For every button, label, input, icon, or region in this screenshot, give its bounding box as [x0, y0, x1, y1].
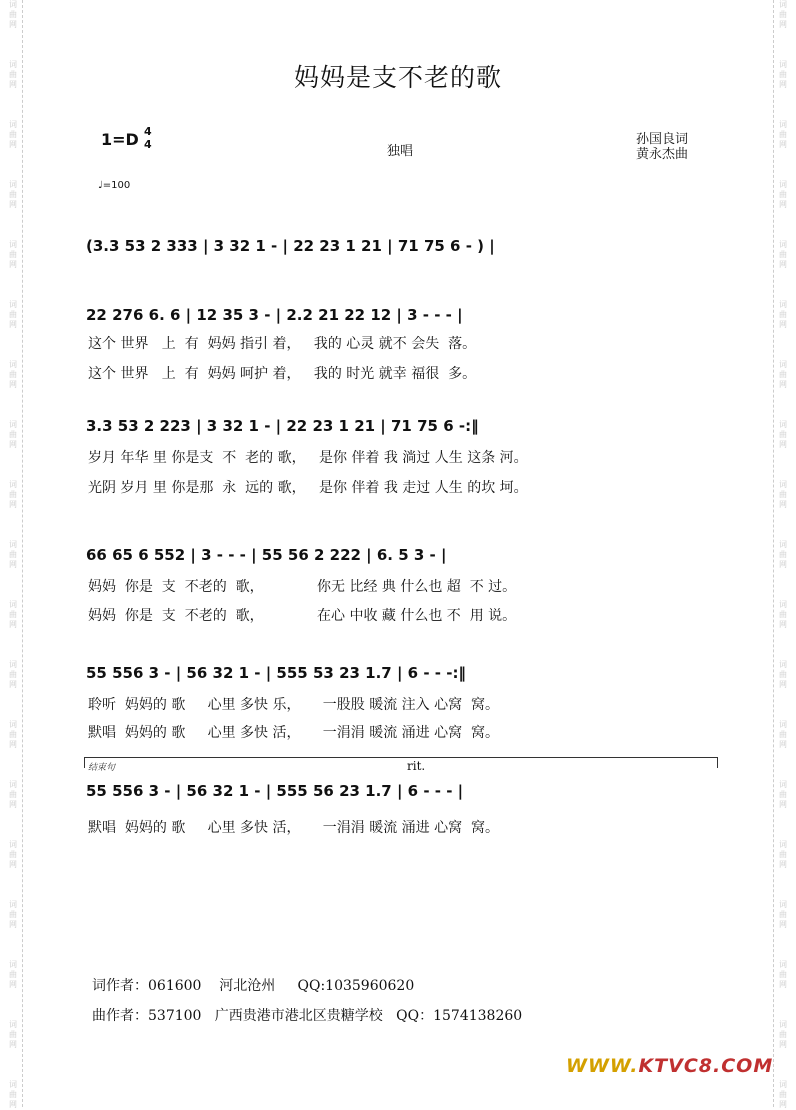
lyricist: 孙国良词 — [636, 132, 689, 147]
watermark-text: 词 曲 网 — [9, 420, 17, 449]
watermark-text: 词 曲 网 — [779, 0, 787, 29]
credits — [636, 132, 688, 162]
watermark-text: 词 曲 网 — [9, 180, 17, 209]
left-margin-strip — [4, 0, 23, 1107]
key-signature: 1=D — [101, 130, 139, 149]
lyric-line-7: 聆听 妈妈的 歌 心里 多快 乐， 一股股 暖流 注入 心窝 窝。 — [88, 697, 500, 713]
time-sig-top: 4 — [144, 125, 152, 138]
watermark-text: 词 曲 网 — [9, 540, 17, 569]
watermark-text: 词 曲 网 — [779, 120, 787, 149]
lyric-line-9: 默唱 妈妈的 歌 心里 多快 活， 一涓涓 暖流 涌进 心窝 窝。 — [88, 820, 500, 836]
watermark-text: 词 曲 网 — [779, 720, 787, 749]
ritardando-mark: rit. — [407, 759, 426, 773]
lyric-line-5: 妈妈 你是 支 不老的 歌， 你无 比经 典 什么也 超 不 过。 — [88, 579, 517, 595]
watermark-text: 词 曲 网 — [779, 840, 787, 869]
logo-prefix: WWW. — [566, 1055, 639, 1077]
composer: 黄永杰曲 — [636, 147, 689, 162]
score-row-4 — [84, 542, 724, 570]
notes-row-5: 55 556 3 - | 56 32 1 - | 555 53 23 1.7 | 6 - - -:‖ — [86, 664, 466, 682]
watermark-text: 词 曲 网 — [9, 900, 17, 929]
watermark-text: 词 曲 网 — [9, 60, 17, 89]
notes-row-3: 3.3 53 2 223 | 3 32 1 - | 22 23 1 21 | 71 75 6 -:‖ — [86, 417, 479, 435]
notes-row-2: 22 276 6. 6 | 12 35 3 - | 2.2 21 22 12 | 3 - - - | — [86, 306, 463, 324]
performance-type: 独唱 — [387, 144, 414, 159]
watermark-text: 词 曲 网 — [9, 120, 17, 149]
time-signature — [144, 125, 152, 151]
watermark-text: 词 曲 网 — [9, 0, 17, 29]
lyric-line-6: 妈妈 你是 支 不老的 歌， 在心 中收 藏 什么也 不 用 说。 — [88, 608, 517, 624]
watermark-text: 词 曲 网 — [779, 480, 787, 509]
watermark-text: 词 曲 网 — [9, 1020, 17, 1049]
score-row-1 — [84, 233, 724, 261]
notes-row-6: 55 556 3 - | 56 32 1 - | 555 56 23 1.7 | 6 - - - | — [86, 782, 464, 800]
watermark-text: 词 曲 网 — [779, 660, 787, 689]
composer-info: 曲作者：537100 广西贵港市港北区贵糖学校 QQ：1574138260 — [92, 1008, 523, 1024]
watermark-text: 词 曲 网 — [779, 900, 787, 929]
lyric-line-8: 默唱 妈妈的 歌 心里 多快 活， 一涓涓 暖流 涌进 心窝 窝。 — [88, 725, 500, 741]
watermark-text: 词 曲 网 — [779, 780, 787, 809]
site-logo[interactable] — [566, 1055, 773, 1077]
logo-name: KTVC8.COM — [638, 1055, 774, 1077]
watermark-text: 词 曲 网 — [779, 1020, 787, 1049]
watermark-text: 词 曲 网 — [9, 360, 17, 389]
watermark-text: 词 曲 网 — [9, 300, 17, 329]
lyricist-info: 词作者：061600 河北沧州 QQ:1035960620 — [92, 978, 415, 994]
time-sig-bottom: 4 — [144, 138, 152, 151]
watermark-text: 词 曲 网 — [9, 960, 17, 989]
watermark-text: 词 曲 网 — [779, 180, 787, 209]
watermark-text: 词 曲 网 — [9, 240, 17, 269]
lyric-line-2: 这个 世界 上 有 妈妈 呵护 着， 我的 时光 就幸 福很 多。 — [88, 366, 477, 382]
watermark-text: 词 曲 网 — [9, 720, 17, 749]
notes-row-1: (3.3 53 2 333 | 3 32 1 - | 22 23 1 21 | 71 75 6 - ) | — [86, 237, 495, 255]
lyric-line-4: 光阴 岁月 里 你是那 永 远的 歌， 是你 伴着 我 走过 人生 的坎 坷。 — [88, 480, 528, 496]
tempo-mark: ♩=100 — [98, 180, 131, 191]
watermark-text: 词 曲 网 — [9, 840, 17, 869]
watermark-text: 词 曲 网 — [779, 300, 787, 329]
watermark-text: 词 曲 网 — [779, 960, 787, 989]
right-margin-strip — [773, 0, 792, 1107]
watermark-text: 词 曲 网 — [779, 540, 787, 569]
watermark-text: 词 曲 网 — [779, 60, 787, 89]
watermark-text: 词 曲 网 — [779, 420, 787, 449]
ending-bracket — [84, 757, 718, 768]
score-row-5 — [84, 660, 724, 688]
watermark-text: 词 曲 网 — [779, 1080, 787, 1109]
lyric-line-3: 岁月 年华 里 你是支 不 老的 歌， 是你 伴着 我 淌过 人生 这条 河。 — [88, 450, 528, 466]
watermark-text: 词 曲 网 — [9, 480, 17, 509]
watermark-text: 词 曲 网 — [9, 660, 17, 689]
watermark-text: 词 曲 网 — [9, 780, 17, 809]
ending-label: 结束句 — [88, 763, 116, 773]
watermark-text: 词 曲 网 — [9, 1080, 17, 1109]
watermark-text: 词 曲 网 — [779, 600, 787, 629]
song-title: 妈妈是支不老的歌 — [293, 63, 502, 92]
score-row-3 — [84, 413, 724, 441]
watermark-text: 词 曲 网 — [779, 360, 787, 389]
score-row-6 — [84, 778, 724, 806]
score-row-2 — [84, 302, 724, 330]
lyric-line-1: 这个 世界 上 有 妈妈 指引 着， 我的 心灵 就不 会失 落。 — [88, 336, 477, 352]
notes-row-4: 66 65 6 552 | 3 - - - | 55 56 2 222 | 6. 5 3 - | — [86, 546, 447, 564]
watermark-text: 词 曲 网 — [9, 600, 17, 629]
watermark-text: 词 曲 网 — [779, 240, 787, 269]
